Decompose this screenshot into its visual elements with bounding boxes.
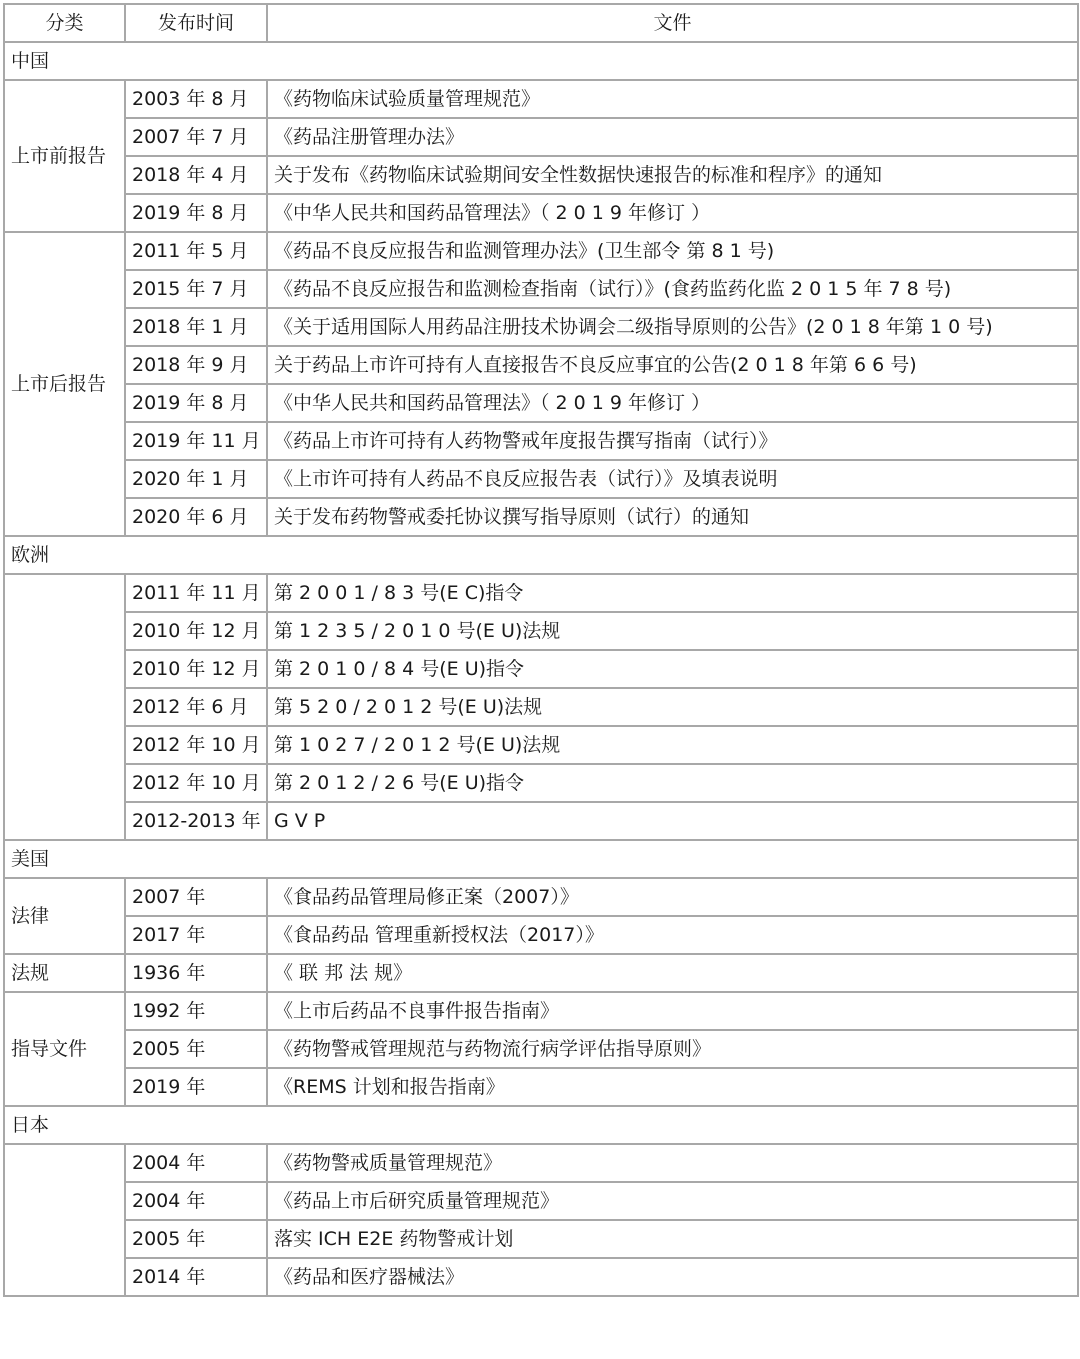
document-cell: 《药品上市许可持有人药物警戒年度报告撰写指南（试行）》	[267, 422, 1078, 460]
table-row	[4, 1258, 1078, 1296]
region-title: 欧洲	[4, 536, 1078, 574]
document-cell: 《上市后药品不良事件报告指南》	[267, 992, 1078, 1030]
category-cell: 法规	[4, 954, 125, 992]
date-cell: 2019 年	[125, 1068, 267, 1106]
document-cell: 《药品不良反应报告和监测管理办法》(卫生部令 第 8 1 号)	[267, 232, 1078, 270]
date-cell: 2004 年	[125, 1144, 267, 1182]
document-cell: 落实 ICH E2E 药物警戒计划	[267, 1220, 1078, 1258]
date-cell: 2019 年 8 月	[125, 194, 267, 232]
table-row	[4, 650, 1078, 688]
header-date: 发布时间	[125, 4, 267, 42]
table-row	[4, 764, 1078, 802]
document-cell: 第 1 2 3 5 / 2 0 1 0 号(E U)法规	[267, 612, 1078, 650]
document-cell: 《上市许可持有人药品不良反应报告表（试行）》及填表说明	[267, 460, 1078, 498]
region-row-usa	[4, 840, 1078, 878]
document-cell: 第 2 0 1 0 / 8 4 号(E U)指令	[267, 650, 1078, 688]
date-cell: 2005 年	[125, 1030, 267, 1068]
table-row	[4, 1030, 1078, 1068]
category-cell: 上市前报告	[4, 80, 125, 232]
table-row	[4, 194, 1078, 232]
table-row	[4, 1220, 1078, 1258]
region-title: 日本	[4, 1106, 1078, 1144]
date-cell: 2003 年 8 月	[125, 80, 267, 118]
table-row	[4, 422, 1078, 460]
date-cell: 2018 年 4 月	[125, 156, 267, 194]
category-cell: 法律	[4, 878, 125, 954]
date-cell: 2012 年 6 月	[125, 688, 267, 726]
document-cell: 第 1 0 2 7 / 2 0 1 2 号(E U)法规	[267, 726, 1078, 764]
table-row	[4, 802, 1078, 840]
table-row	[4, 156, 1078, 194]
document-cell: 第 2 0 0 1 / 8 3 号(E C)指令	[267, 574, 1078, 612]
table-row	[4, 954, 1078, 992]
table-row	[4, 118, 1078, 156]
document-cell: 《药物警戒管理规范与药物流行病学评估指导原则》	[267, 1030, 1078, 1068]
date-cell: 2019 年 11 月	[125, 422, 267, 460]
date-cell: 2011 年 11 月	[125, 574, 267, 612]
table-row	[4, 270, 1078, 308]
document-cell: G V P	[267, 802, 1078, 840]
date-cell: 2007 年 7 月	[125, 118, 267, 156]
table-row	[4, 688, 1078, 726]
document-cell: 《 联 邦 法 规》	[267, 954, 1078, 992]
table-row	[4, 308, 1078, 346]
table-row	[4, 878, 1078, 916]
category-cell	[4, 1144, 125, 1296]
region-title: 美国	[4, 840, 1078, 878]
document-cell: 关于发布《药物临床试验期间安全性数据快速报告的标准和程序》的通知	[267, 156, 1078, 194]
date-cell: 2015 年 7 月	[125, 270, 267, 308]
date-cell: 2011 年 5 月	[125, 232, 267, 270]
table-row	[4, 346, 1078, 384]
table-row	[4, 574, 1078, 612]
region-title: 中国	[4, 42, 1078, 80]
document-cell: 关于发布药物警戒委托协议撰写指导原则（试行）的通知	[267, 498, 1078, 536]
date-cell: 2019 年 8 月	[125, 384, 267, 422]
date-cell: 2010 年 12 月	[125, 612, 267, 650]
header-category: 分类	[4, 4, 125, 42]
document-cell: 关于药品上市许可持有人直接报告不良反应事宜的公告(2 0 1 8 年第 6 6 号)	[267, 346, 1078, 384]
date-cell: 2012 年 10 月	[125, 726, 267, 764]
date-cell: 2012-2013 年	[125, 802, 267, 840]
document-cell: 《药品注册管理办法》	[267, 118, 1078, 156]
date-cell: 2018 年 1 月	[125, 308, 267, 346]
date-cell: 2010 年 12 月	[125, 650, 267, 688]
table-row	[4, 384, 1078, 422]
date-cell: 2017 年	[125, 916, 267, 954]
table-row	[4, 916, 1078, 954]
table-row	[4, 1182, 1078, 1220]
date-cell: 1936 年	[125, 954, 267, 992]
header-document: 文件	[267, 4, 1078, 42]
region-row-europe	[4, 536, 1078, 574]
table-row	[4, 498, 1078, 536]
date-cell: 2005 年	[125, 1220, 267, 1258]
category-cell: 上市后报告	[4, 232, 125, 536]
date-cell: 2020 年 1 月	[125, 460, 267, 498]
document-cell: 《药物警戒质量管理规范》	[267, 1144, 1078, 1182]
document-cell: 《药品不良反应报告和监测检查指南（试行）》(食药监药化监 2 0 1 5 年 7 8 号)	[267, 270, 1078, 308]
date-cell: 1992 年	[125, 992, 267, 1030]
category-cell: 指导文件	[4, 992, 125, 1106]
header-row	[4, 4, 1078, 42]
document-cell: 《REMS 计划和报告指南》	[267, 1068, 1078, 1106]
document-cell: 《中华人民共和国药品管理法》（ 2 0 1 9 年修订 ）	[267, 194, 1078, 232]
table-row	[4, 1068, 1078, 1106]
document-cell: 《食品药品 管理重新授权法（2017）》	[267, 916, 1078, 954]
date-cell: 2020 年 6 月	[125, 498, 267, 536]
region-row-japan	[4, 1106, 1078, 1144]
date-cell: 2007 年	[125, 878, 267, 916]
date-cell: 2012 年 10 月	[125, 764, 267, 802]
table-row	[4, 726, 1078, 764]
table-row	[4, 612, 1078, 650]
document-cell: 《食品药品管理局修正案（2007）》	[267, 878, 1078, 916]
document-cell: 《关于适用国际人用药品注册技术协调会二级指导原则的公告》(2 0 1 8 年第 1 0 号)	[267, 308, 1078, 346]
document-cell: 《药品上市后研究质量管理规范》	[267, 1182, 1078, 1220]
document-cell: 第 5 2 0 / 2 0 1 2 号(E U)法规	[267, 688, 1078, 726]
document-cell: 《药物临床试验质量管理规范》	[267, 80, 1078, 118]
document-cell: 第 2 0 1 2 / 2 6 号(E U)指令	[267, 764, 1078, 802]
region-row-china	[4, 42, 1078, 80]
table-row	[4, 80, 1078, 118]
date-cell: 2018 年 9 月	[125, 346, 267, 384]
regulations-table	[3, 3, 1079, 1297]
date-cell: 2004 年	[125, 1182, 267, 1220]
date-cell: 2014 年	[125, 1258, 267, 1296]
table-row	[4, 460, 1078, 498]
document-cell: 《中华人民共和国药品管理法》（ 2 0 1 9 年修订 ）	[267, 384, 1078, 422]
document-cell: 《药品和医疗器械法》	[267, 1258, 1078, 1296]
table-row	[4, 992, 1078, 1030]
category-cell	[4, 574, 125, 840]
table-row	[4, 1144, 1078, 1182]
table-row	[4, 232, 1078, 270]
